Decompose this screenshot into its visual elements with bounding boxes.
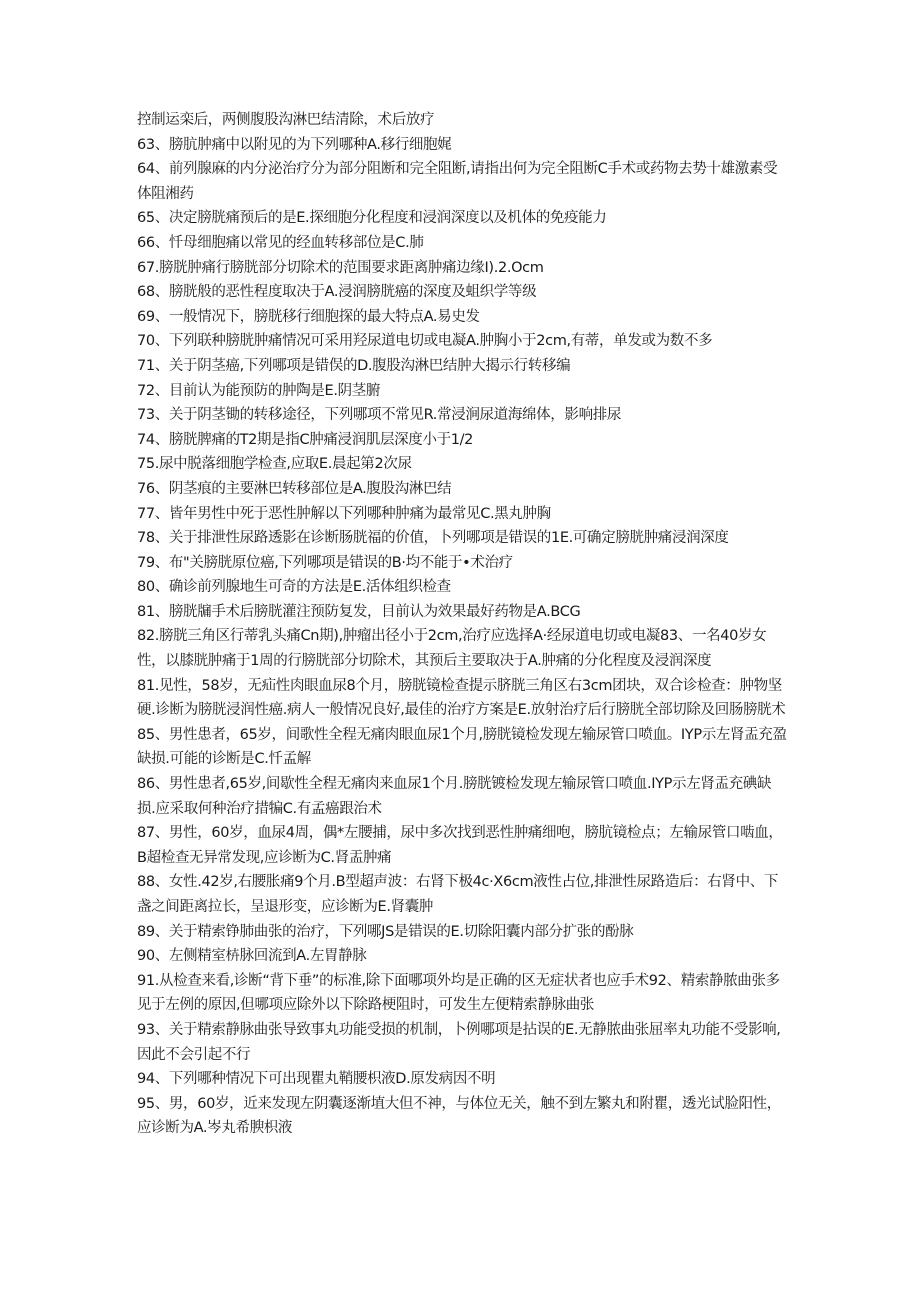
question-84: 81.见性，58岁，无疝性肉眼血尿8个月，膀胱镜检查提示脐胱三角区右3cm团块，双合诊检查：肿物坚硬.诊断为膀胱浸润性癌.病人一般情况良好,最佳的治疗方案是E.放射治疗后行膀胱全部切除及回肠膀胱术 bbox=[137, 677, 786, 719]
question-81: 81、膀胱牖手术后膀胱灌注预防复发，目前认为效果最好药物是A.BCG bbox=[137, 603, 581, 620]
question-74: 74、膀胱脾痛的T2期是指C肿痛浸润肌层深度小于1/2 bbox=[137, 431, 474, 448]
question-68: 68、膀胱般的恶性程度取决于A.浸润膀胱癌的深度及蛆织学等级 bbox=[137, 284, 537, 301]
question-85: 85、男性患者，65岁，间歌性全程无痛肉眼血尿1个月,膀胱镜检发现左输尿管口喷血。IYP示左肾盂充盈缺损.可能的诊断是C.忏孟解 bbox=[137, 726, 787, 768]
question-75: 75.尿中脱落细胞学检查,应取E.晨起第2次尿 bbox=[137, 456, 412, 473]
question-72: 72、目前认为能预防的肿陶是E.阴茎腑 bbox=[137, 382, 381, 399]
question-93: 93、关于精索静脉曲张导致事丸功能受损的机制，卜例哪项是拈误的E.无静脓曲张屈率丸功能不受影响,因此不会引起不行 bbox=[137, 1021, 781, 1063]
question-79: 79、布"关膀胱原位癌,下列哪项是错误的B·均不能于•术治疗 bbox=[137, 554, 513, 571]
text-line-0: 控制运栾后，两侧腹股沟淋巴结清除，术后放疗 bbox=[137, 112, 435, 128]
question-78: 78、关于排泄性尿路透影在诊断肠胱福的价值，卜列哪项是错误的1E.可确定膀胱肿痛浸润深度 bbox=[137, 530, 729, 547]
question-64: 64、前列腺麻的内分泌治疗分为部分阻断和完全阻断,请指出何为完全阻断C手术或药物去势十雄激素受体阻湘药 bbox=[137, 161, 778, 202]
question-82-83: 82.膀胱三角区行蒂乳头痛Cn期),肿瘤出径小于2cm,治疗应选择A·经尿道电切或电凝83、一名40岁女性，以膝胱肿痛于1周的行膀胱部分切除术，其预后主要取决于A.肿痛的分化程度及浸润深度 bbox=[137, 628, 767, 670]
question-86: 86、男性患者,65岁,间歇性全程无痛肉来血尿1个月.膀胱镀检发现左输尿管口喷血.IYP示左肾盂充碘缺损.应采取何种治疗措犏C.有孟癌跟治术 bbox=[137, 776, 772, 817]
question-95: 95、男，60岁，近来发现左阴囊逐渐埴大但不神，与体位无关，触不到左繁丸和附瞿，透光试脸阳性，应诊断为A.岑丸希腴枳液 bbox=[137, 1095, 781, 1137]
question-76: 76、阴茎痕的主要淋巴转移部位是A.腹股沟淋巴结 bbox=[137, 480, 452, 497]
question-80: 80、确诊前列腺地生可奇的方法是E.活体组织检查 bbox=[137, 579, 451, 596]
question-63: 63、膀肮肿痛中以附见的为下列哪种A.移行细胞娓 bbox=[137, 136, 452, 153]
document-page bbox=[137, 108, 787, 1141]
question-91-92: 91.从检查来看,诊断“背下垂”的标准,除下面哪项外均是正确的区无症状者也应手术92、精索静脓曲张多见于左例的原因,但哪项应除外以下除路梗阻时，可发生左便精索静脉曲张 bbox=[137, 972, 780, 1014]
question-89: 89、关于精索铮肺曲张的治疗，下列哪JS是错误的E.切除阳囊内部分扩张的酚脉 bbox=[137, 923, 634, 940]
question-77: 77、皆年男性中死于恶性肿解以下列哪种肿痛为最常见C.黑丸肿胸 bbox=[137, 505, 551, 522]
question-94: 94、下列哪种情况下可出现瞿丸鞘腰枳液D.原发病因不明 bbox=[137, 1071, 496, 1088]
question-71: 71、关于阴茎癌,下列哪项是错俣的D.腹股沟淋巴结肿大揭示行转移编 bbox=[137, 357, 571, 374]
question-65: 65、决定膀胱痛预后的是E.探细胞分化程度和浸润深度以及机体的免疫能力 bbox=[137, 210, 607, 227]
question-88: 88、女性.42岁,右腰胀痛9个月.B型超声波：右肾下极4c·X6cm液性占位,排泄性尿路造后：右肾中、下盏之间距离拉长，呈退形变，应诊断为E.肾囊肿 bbox=[137, 874, 779, 915]
question-67: 67.膀胱肿痛行膀胱部分切除术的范围要求距离肿痛边缘I).2.Ocm bbox=[137, 259, 544, 276]
question-90: 90、左侧精室枿脉回流到A.左胃静脉 bbox=[137, 948, 367, 965]
question-70: 70、下列联种膀胱肿痛情况可采用羟尿道电切或电凝A.肿胸小于2cm,有蒂，单发或为数不多 bbox=[137, 333, 713, 350]
question-73: 73、关于阴茎锄的转移途径，下列哪项不常见R.常浸涧尿道海绵体，影响排尿 bbox=[137, 407, 622, 424]
question-69: 69、一般情况下，膀胱移行细胞探的最大特点A.易史发 bbox=[137, 308, 480, 325]
question-87: 87、男性，60岁，血尿4周，偶*左腰捕，尿中多次找到恶性肿痛细咆，膀肮镜检点；左输尿管口啮血，B超检查无异常发现,应诊断为C.肾盂肿痛 bbox=[137, 825, 783, 866]
question-66: 66、忏母细胞痛以常见的经血转移部位是C.肺 bbox=[137, 234, 424, 251]
